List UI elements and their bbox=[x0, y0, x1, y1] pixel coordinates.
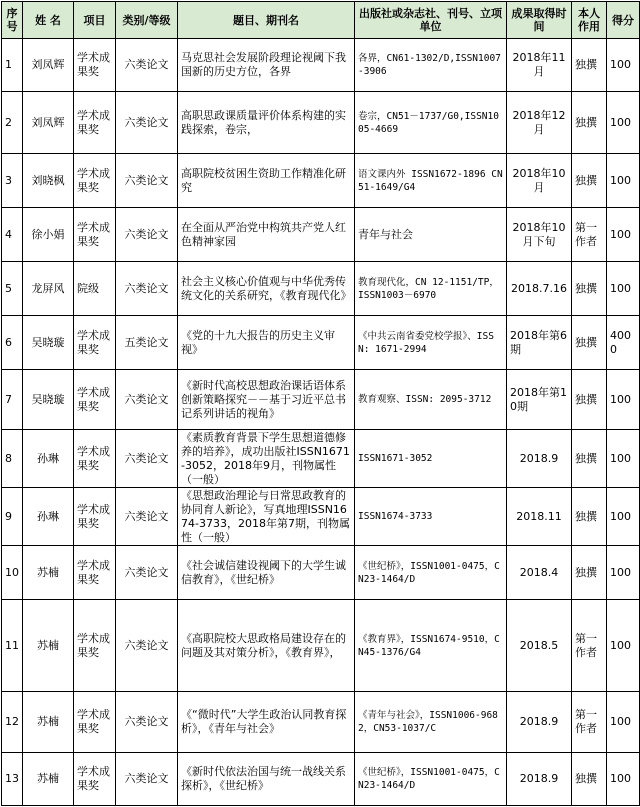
cell-score: 100 bbox=[607, 430, 640, 488]
cell-no: 2 bbox=[2, 92, 23, 154]
cell-score: 100 bbox=[607, 692, 640, 753]
cell-name: 徐小娟 bbox=[23, 208, 74, 262]
cell-category: 五类论文 bbox=[116, 316, 178, 370]
cell-score: 100 bbox=[607, 92, 640, 154]
cell-time: 2018年第6期 bbox=[507, 316, 572, 370]
cell-time: 2018.9 bbox=[507, 692, 572, 753]
cell-no: 1 bbox=[2, 39, 23, 92]
table-row bbox=[2, 208, 640, 262]
table-row bbox=[2, 600, 640, 692]
cell-name: 苏楠 bbox=[23, 692, 74, 753]
cell-time: 2018年11月 bbox=[507, 39, 572, 92]
cell-role: 独撰 bbox=[572, 262, 607, 316]
table-row bbox=[2, 39, 640, 92]
cell-category: 六类论文 bbox=[116, 39, 178, 92]
cell-time: 2018年10月下旬 bbox=[507, 208, 572, 262]
cell-publisher: 卷宗，CN51－1737/G0,ISSN1005-4669 bbox=[355, 92, 507, 154]
cell-no: 8 bbox=[2, 430, 23, 488]
cell-project: 学术成果奖 bbox=[74, 316, 116, 370]
cell-title: 高职思政课质量评价体系构建的实践探索，卷宗， bbox=[178, 92, 355, 154]
cell-title: 高职院校贫困生资助工作精准化研究 bbox=[178, 154, 355, 208]
cell-time: 2018.9 bbox=[507, 430, 572, 488]
cell-time: 2018.5 bbox=[507, 600, 572, 692]
cell-time: 2018.4 bbox=[507, 546, 572, 600]
cell-time: 2018.11 bbox=[507, 488, 572, 546]
col-header-no: 序号 bbox=[2, 2, 23, 39]
cell-category: 六类论文 bbox=[116, 600, 178, 692]
cell-no: 5 bbox=[2, 262, 23, 316]
cell-name: 苏楠 bbox=[23, 546, 74, 600]
cell-category: 六类论文 bbox=[116, 92, 178, 154]
cell-title: 社会主义核心价值观与中华优秀传统文化的关系研究，《教育现代化》 bbox=[178, 262, 355, 316]
cell-no: 10 bbox=[2, 546, 23, 600]
cell-title: 在全面从严治党中构筑共产党人红色精神家园 bbox=[178, 208, 355, 262]
col-header-project: 项目 bbox=[74, 2, 116, 39]
cell-no: 13 bbox=[2, 753, 23, 806]
table-row bbox=[2, 430, 640, 488]
cell-role: 独撰 bbox=[572, 753, 607, 806]
cell-publisher: 《中共云南省委党校学报》、ISSN: 1671-2994 bbox=[355, 316, 507, 370]
cell-role: 独撰 bbox=[572, 488, 607, 546]
cell-publisher: 青年与社会 bbox=[355, 208, 507, 262]
cell-name: 刘凤辉 bbox=[23, 92, 74, 154]
cell-publisher: 《教育界》，ISSN1674-9510，CN45-1376/G4 bbox=[355, 600, 507, 692]
cell-time: 2018年第10期 bbox=[507, 370, 572, 430]
cell-project: 学术成果奖 bbox=[74, 488, 116, 546]
cell-publisher: 《青年与社会》，ISSN1006-9682，CN53-1037/C bbox=[355, 692, 507, 753]
cell-score: 100 bbox=[607, 600, 640, 692]
cell-title: 《新时代高校思想政治课话语体系创新策略探究－－基于习近平总书记系列讲话的视角》 bbox=[178, 370, 355, 430]
col-header-publisher: 出版社或杂志社、刊号、立项单位 bbox=[355, 2, 507, 39]
cell-category: 六类论文 bbox=[116, 753, 178, 806]
cell-category: 六类论文 bbox=[116, 546, 178, 600]
cell-score: 4000 bbox=[607, 316, 640, 370]
cell-score: 100 bbox=[607, 546, 640, 600]
cell-project: 学术成果奖 bbox=[74, 92, 116, 154]
cell-project: 学术成果奖 bbox=[74, 208, 116, 262]
cell-category: 六类论文 bbox=[116, 208, 178, 262]
cell-title: 《新时代依法治国与统一战线关系探析》，《世纪桥》 bbox=[178, 753, 355, 806]
table-row bbox=[2, 154, 640, 208]
cell-title: 《思想政治理论与日常思政教育的协同育人新论》，写真地理ISSN1674-3733，2018年第7期，刊物属性（一般） bbox=[178, 488, 355, 546]
cell-category: 六类论文 bbox=[116, 262, 178, 316]
table-row bbox=[2, 370, 640, 430]
cell-category: 六类论文 bbox=[116, 430, 178, 488]
col-header-name: 姓 名 bbox=[23, 2, 74, 39]
cell-title: 《高职院校大思政格局建设存在的问题及其对策分析》，《教育界》， bbox=[178, 600, 355, 692]
cell-publisher: 各界，CN61-1302/D,ISSN1007-3906 bbox=[355, 39, 507, 92]
cell-project: 学术成果奖 bbox=[74, 692, 116, 753]
cell-category: 六类论文 bbox=[116, 370, 178, 430]
col-header-score: 得分 bbox=[607, 2, 640, 39]
col-header-title: 题目、期刊名 bbox=[178, 2, 355, 39]
cell-score: 100 bbox=[607, 370, 640, 430]
cell-project: 学术成果奖 bbox=[74, 39, 116, 92]
cell-publisher: 教育观察、ISSN: 2095-3712 bbox=[355, 370, 507, 430]
cell-publisher: ISSN1671-3052 bbox=[355, 430, 507, 488]
cell-no: 4 bbox=[2, 208, 23, 262]
cell-title: 《素质教育背景下学生思想道德修养的培养》，成功出版社ISSN1671-3052，2018年9月，刊物属性（一般） bbox=[178, 430, 355, 488]
table-row bbox=[2, 488, 640, 546]
table-row bbox=[2, 92, 640, 154]
col-header-time: 成果取得时间 bbox=[507, 2, 572, 39]
cell-project: 学术成果奖 bbox=[74, 546, 116, 600]
cell-publisher: 《世纪桥》，ISSN1001-0475，CN23-1464/D bbox=[355, 753, 507, 806]
cell-no: 7 bbox=[2, 370, 23, 430]
cell-role: 第一作者 bbox=[572, 692, 607, 753]
cell-time: 2018.9 bbox=[507, 753, 572, 806]
cell-no: 9 bbox=[2, 488, 23, 546]
table-row bbox=[2, 262, 640, 316]
cell-project: 学术成果奖 bbox=[74, 154, 116, 208]
cell-name: 孙琳 bbox=[23, 430, 74, 488]
cell-score: 100 bbox=[607, 39, 640, 92]
cell-no: 12 bbox=[2, 692, 23, 753]
cell-role: 第一作者 bbox=[572, 208, 607, 262]
cell-publisher: ISSN1674-3733 bbox=[355, 488, 507, 546]
cell-no: 6 bbox=[2, 316, 23, 370]
cell-project: 学术成果奖 bbox=[74, 600, 116, 692]
cell-category: 六类论文 bbox=[116, 488, 178, 546]
cell-name: 孙琳 bbox=[23, 488, 74, 546]
cell-name: 刘晓枫 bbox=[23, 154, 74, 208]
cell-time: 2018.7.16 bbox=[507, 262, 572, 316]
cell-role: 第一作者 bbox=[572, 600, 607, 692]
cell-role: 独撰 bbox=[572, 39, 607, 92]
col-header-category: 类别/等级 bbox=[116, 2, 178, 39]
cell-publisher: 语文课内外 ISSN1672-1896 CN51-1649/G4 bbox=[355, 154, 507, 208]
table-row bbox=[2, 692, 640, 753]
cell-no: 3 bbox=[2, 154, 23, 208]
cell-project: 院级 bbox=[74, 262, 116, 316]
header-row bbox=[2, 2, 640, 39]
cell-score: 100 bbox=[607, 154, 640, 208]
cell-project: 学术成果奖 bbox=[74, 370, 116, 430]
cell-title: 马克思社会发展阶段理论视阈下我国新的历史方位，各界 bbox=[178, 39, 355, 92]
cell-score: 100 bbox=[607, 488, 640, 546]
cell-role: 独撰 bbox=[572, 92, 607, 154]
cell-name: 吴晓璇 bbox=[23, 316, 74, 370]
cell-project: 学术成果奖 bbox=[74, 753, 116, 806]
cell-score: 100 bbox=[607, 208, 640, 262]
cell-role: 独撰 bbox=[572, 154, 607, 208]
cell-name: 苏楠 bbox=[23, 753, 74, 806]
cell-category: 六类论文 bbox=[116, 692, 178, 753]
table-row bbox=[2, 316, 640, 370]
cell-name: 苏楠 bbox=[23, 600, 74, 692]
cell-publisher: 教育现代化，CN 12-1151/TP，ISSN1003－6970 bbox=[355, 262, 507, 316]
cell-role: 独撰 bbox=[572, 370, 607, 430]
cell-score: 100 bbox=[607, 262, 640, 316]
cell-project: 学术成果奖 bbox=[74, 430, 116, 488]
cell-score: 100 bbox=[607, 753, 640, 806]
cell-title: 《党的十九大报告的历史主义审视》 bbox=[178, 316, 355, 370]
cell-time: 2018年10月 bbox=[507, 154, 572, 208]
cell-role: 独撰 bbox=[572, 316, 607, 370]
cell-time: 2018年12月 bbox=[507, 92, 572, 154]
cell-role: 独撰 bbox=[572, 546, 607, 600]
achievement-table bbox=[1, 1, 640, 806]
cell-no: 11 bbox=[2, 600, 23, 692]
cell-role: 独撰 bbox=[572, 430, 607, 488]
cell-title: 《“微时代”大学生政治认同教育探析》，《青年与社会》 bbox=[178, 692, 355, 753]
cell-name: 吴晓璇 bbox=[23, 370, 74, 430]
cell-publisher: 《世纪桥》，ISSN1001-0475，CN23-1464/D bbox=[355, 546, 507, 600]
table-row bbox=[2, 753, 640, 806]
cell-name: 刘凤辉 bbox=[23, 39, 74, 92]
table-row bbox=[2, 546, 640, 600]
cell-name: 龙屏风 bbox=[23, 262, 74, 316]
col-header-role: 本人作用 bbox=[572, 2, 607, 39]
cell-title: 《社会诚信建设视阈下的大学生诚信教育》，《世纪桥》 bbox=[178, 546, 355, 600]
cell-category: 六类论文 bbox=[116, 154, 178, 208]
